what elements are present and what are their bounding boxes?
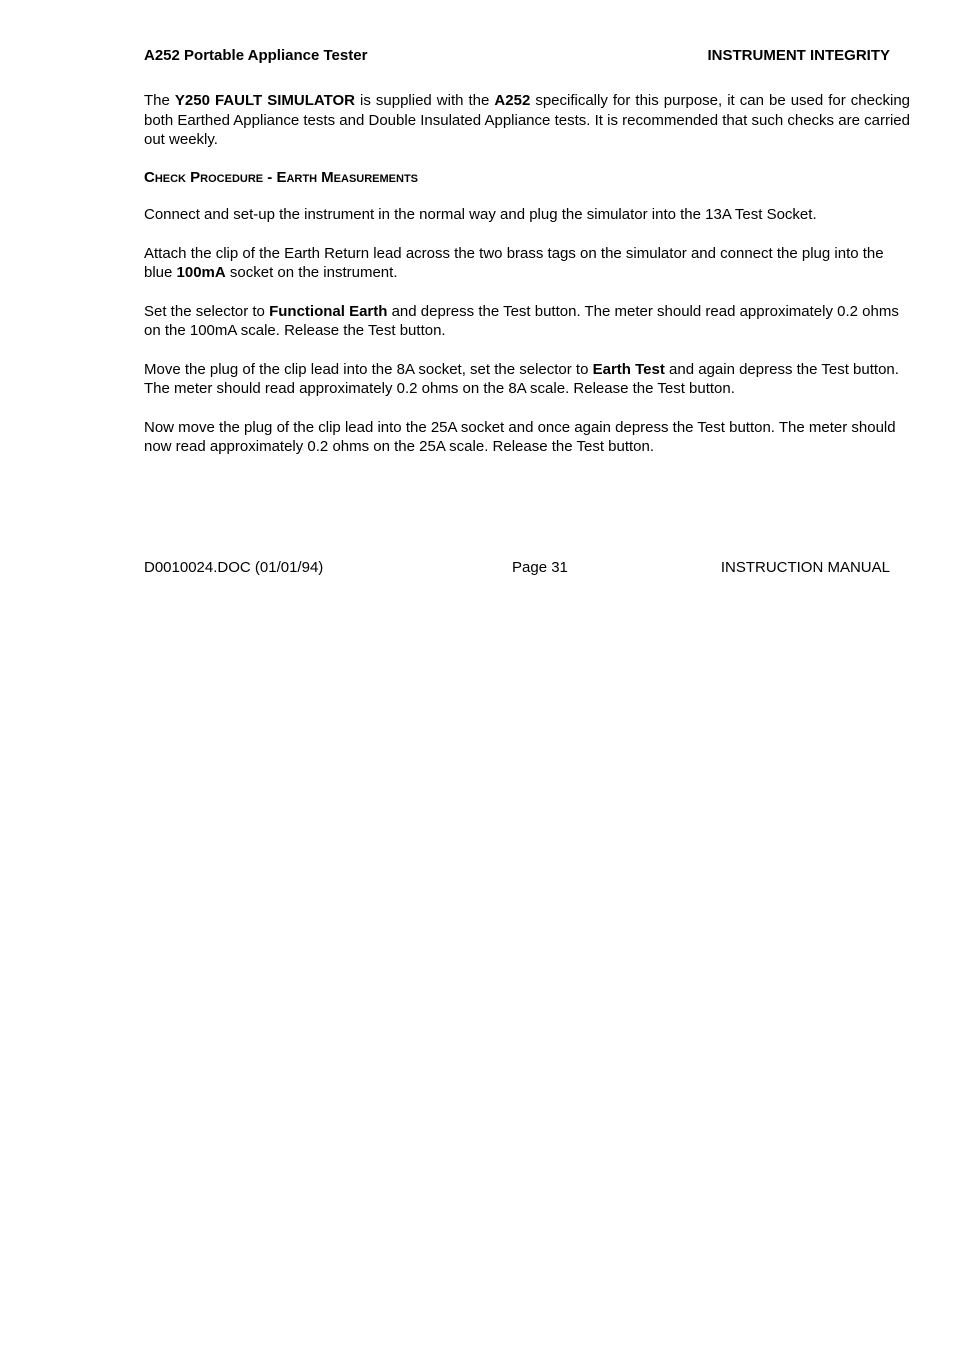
p2-text-2: socket on the instrument. [225,264,398,281]
header-title: A252 Portable Appliance Tester [144,47,368,64]
p4-bold: Earth Test [592,360,665,378]
p2-text-1: Attach the clip of the Earth Return lead across the two brass tags on the simulator and connect the plug into the blue [144,244,884,281]
p5-text: Now move the plug of the clip lead into the 25A socket and once again depress the Test button. The meter should now read approximately 0.2 ohms on the 25A scale. Release the Test button. [144,418,896,455]
intro-text-1: The [144,92,175,109]
p2-bold: 100mA [176,264,226,281]
page-header [144,46,890,66]
procedure-paragraph-2 [144,244,910,283]
p1-text: Connect and set-up the instrument in the normal way and plug the simulator into the 13A Test Socket. [144,206,817,223]
footer-doc-id: D0010024.DOC (01/01/94) [144,559,324,576]
footer-manual-title: INSTRUCTION MANUAL [720,559,890,576]
intro-bold-simulator: Y250 FAULT SIMULATOR [174,92,355,109]
intro-paragraph [144,91,910,150]
p3-bold: Functional Earth [269,302,388,320]
footer-page-number: Page 31 [512,559,568,576]
procedure-paragraph-1 [144,205,910,225]
section-heading: Check Procedure - Earth Measurements [144,168,419,186]
p4-text-2: and again depress the Test button. The meter should read approximately 0.2 ohms on the 8A scale. Release the Test button. [144,360,899,397]
p3-text-2: and depress the Test button. The meter should read approximately 0.2 ohms on the 100mA scale. Release the Test button. [144,302,899,339]
header-section: INSTRUMENT INTEGRITY [707,47,890,64]
page-content [144,91,910,457]
intro-bold-model: A252 [494,92,531,109]
p4-text-1: Move the plug of the clip lead into the 8A socket, set the selector to [144,360,593,378]
p3-text-1: Set the selector to [144,302,270,320]
procedure-paragraph-5 [144,418,910,457]
procedure-paragraph-3 [144,302,910,341]
page-footer [144,558,890,578]
procedure-paragraph-4 [144,360,910,399]
intro-text-2: is supplied with the [354,92,495,109]
intro-text-3: specifically for this purpose, it can be used for checking both Earthed Appliance tests and Double Insulated Appliance tests. It is recommended that such checks are carried out weekly. [144,92,911,148]
